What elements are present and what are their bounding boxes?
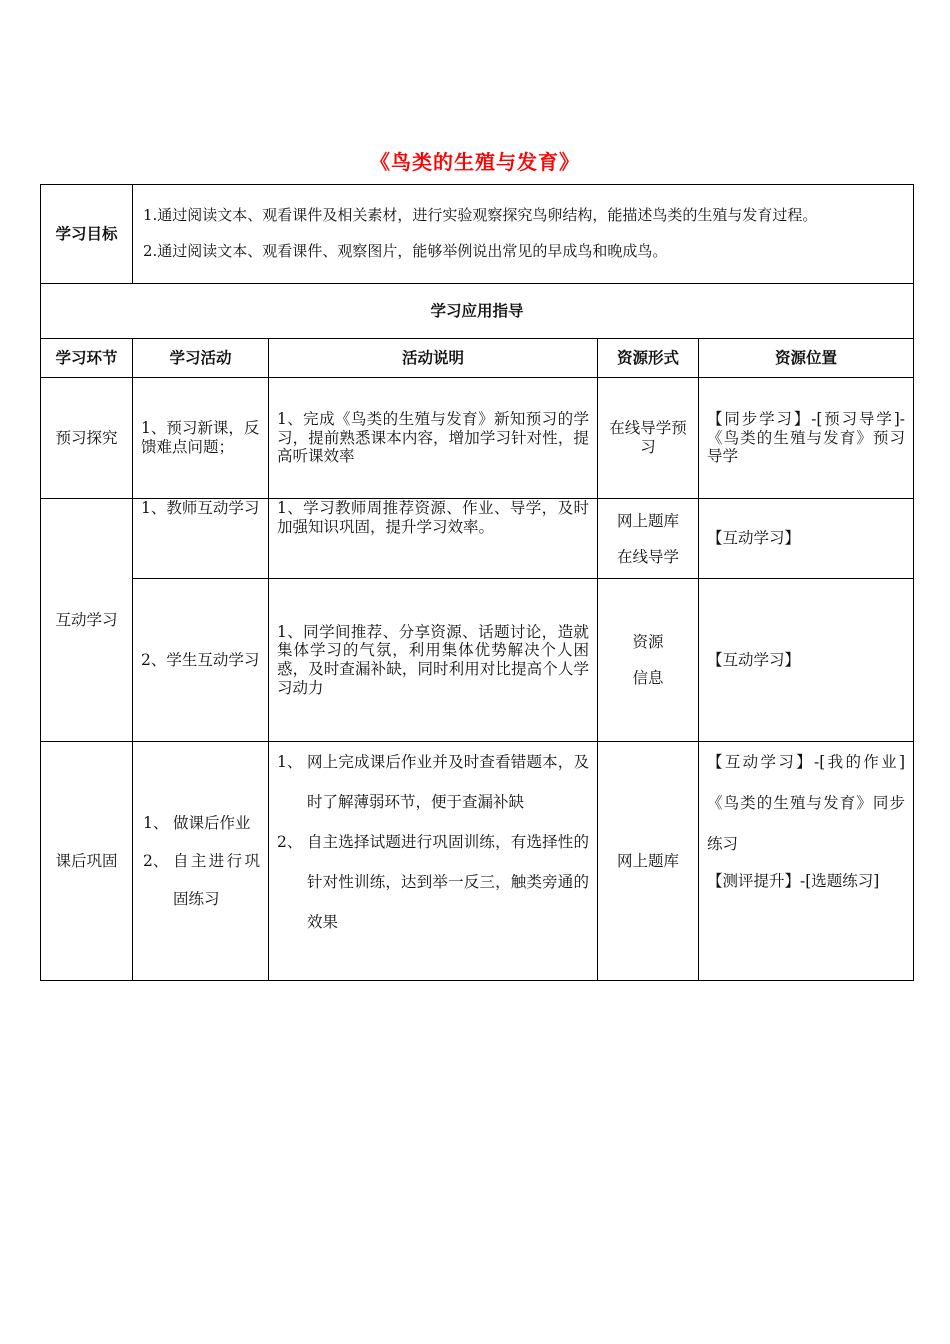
- resource-location-review: [699, 742, 914, 981]
- resource-form-interactive-1: [598, 499, 699, 579]
- goals-content: [133, 185, 914, 284]
- resource-form-interactive-2-line-2: 信息: [632, 669, 664, 687]
- table-row-review: [41, 742, 914, 981]
- stage-preview: 预习探究: [41, 378, 133, 499]
- guide-heading: 学习应用指导: [41, 284, 914, 339]
- description-review-item-1-num: 1、: [277, 753, 303, 771]
- goal-item-1: 1.通过阅读文本、观看课件及相关素材，进行实验观察探究鸟卵结构，能描述鸟类的生殖与发育过程。: [143, 206, 818, 224]
- activity-review-item-1-text: 做课后作业: [173, 814, 251, 832]
- column-header-row: [41, 339, 914, 378]
- goals-label: 学习目标: [41, 185, 133, 284]
- table-row-interactive-1: [41, 499, 914, 579]
- column-header-activity: 学习活动: [133, 339, 269, 378]
- guide-heading-row: [41, 284, 914, 339]
- activity-review: [133, 742, 269, 981]
- resource-location-review-line-1: 【互动学习】-[我的作业]《鸟类的生殖与发育》同步练习: [707, 753, 906, 853]
- resource-location-interactive-1: 【互动学习】: [699, 499, 914, 579]
- description-preview: 1、完成《鸟类的生殖与发育》新知预习的学习，提前熟悉课本内容，增加学习针对性，提高听课效率: [269, 378, 598, 499]
- resource-form-interactive-1-line-1: 网上题库: [616, 512, 679, 530]
- activity-review-item-1: [143, 804, 260, 842]
- description-review-item-2-num: 2、: [277, 833, 303, 851]
- resource-location-preview: 【同步学习】-[预习导学]- 《鸟类的生殖与发育》预习导学: [699, 378, 914, 499]
- resource-location-interactive-2: 【互动学习】: [699, 579, 914, 742]
- description-interactive-1: 1、学习教师周推荐资源、作业、导学，及时加强知识巩固，提升学习效率。: [269, 499, 598, 579]
- column-header-resource-location: 资源位置: [699, 339, 914, 378]
- goal-item-2: 2.通过阅读文本、观看课件、观察图片，能够举例说出常见的早成鸟和晚成鸟。: [143, 242, 668, 260]
- resource-location-review-line-2: 【测评提升】-[选题练习]: [707, 872, 880, 890]
- description-interactive-2: 1、同学间推荐、分享资源、话题讨论，造就集体学习的气氛，利用集体优势解决个人困惑，及时查漏补缺，同时利用对比提高个人学习动力: [269, 579, 598, 742]
- table-row-interactive-2: [41, 579, 914, 742]
- column-header-resource-form: 资源形式: [598, 339, 699, 378]
- stage-interactive: 互动学习: [41, 499, 133, 742]
- activity-review-item-1-num: 1、: [143, 814, 169, 832]
- resource-form-preview: 在线导学预习: [598, 378, 699, 499]
- activity-review-item-2: [143, 842, 260, 918]
- stage-review: 课后巩固: [41, 742, 133, 981]
- column-header-description: 活动说明: [269, 339, 598, 378]
- description-review: [269, 742, 598, 981]
- activity-interactive-1: 1、教师互动学习: [133, 499, 269, 579]
- resource-form-review: 网上题库: [598, 742, 699, 981]
- column-header-stage: 学习环节: [41, 339, 133, 378]
- resource-form-interactive-1-line-2: 在线导学: [616, 548, 679, 566]
- activity-preview: 1、预习新课，反馈难点问题；: [133, 378, 269, 499]
- table-row-preview: [41, 378, 914, 499]
- activity-review-item-2-num: 2、: [143, 852, 169, 870]
- goals-row: [41, 185, 914, 284]
- learning-guide-table: [40, 184, 914, 981]
- activity-interactive-2: 2、学生互动学习: [133, 579, 269, 742]
- description-review-item-1: [277, 742, 589, 822]
- description-review-item-2-text: 自主选择试题进行巩固训练，有选择性的针对性训练，达到举一反三，触类旁通的效果: [307, 833, 589, 931]
- document-title: 《鸟类的生殖与发育》: [370, 150, 580, 174]
- description-review-item-2: [277, 822, 589, 942]
- description-review-item-1-text: 网上完成课后作业并及时查看错题本，及时了解薄弱环节，便于查漏补缺: [307, 753, 589, 811]
- resource-form-interactive-2: [598, 579, 699, 742]
- activity-review-item-2-text: 自主进行巩固练习: [173, 852, 260, 908]
- resource-form-interactive-2-line-1: 资源: [632, 633, 664, 651]
